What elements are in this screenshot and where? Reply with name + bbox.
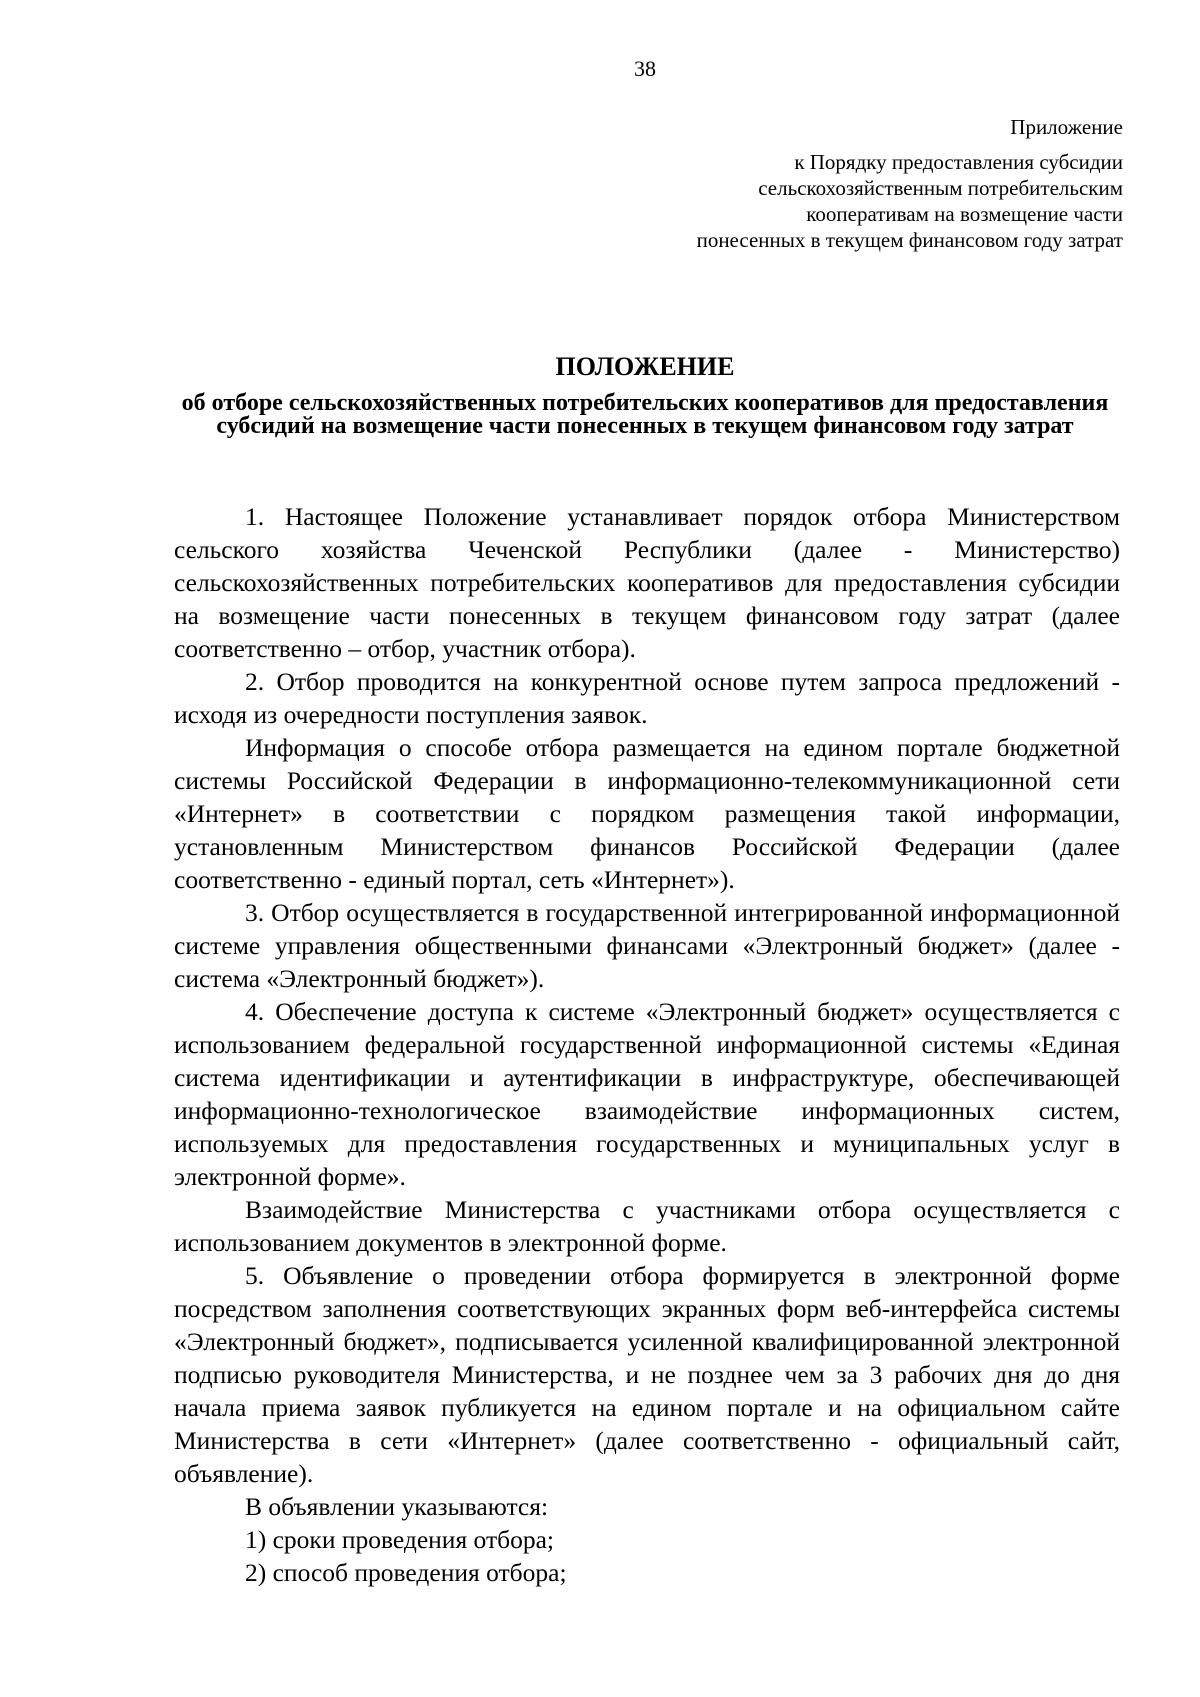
appendix-line: понесенных в текущем финансовом году затрат — [696, 228, 1123, 252]
paragraph: 4. Обеспечение доступа к системе «Электронный бюджет» осуществляется с использованием федеральной государственной информационной системы «Единая система идентификации и аутентификации в инфраструктуре, обеспечивающей информационно-технологическое взаимодействие информационных систем, используемых для предоставления государственных и муниципальных услуг в электронной форме». — [174, 997, 1120, 1191]
paragraph: 5. Объявление о проведении отбора формируется в электронной форме посредством заполнения соответствующих экранных форм веб-интерфейса системы «Электронный бюджет», подписывается усиленной квалифицированной электронной подписью руководителя Министерства, и не позднее чем за 3 рабочих дня до дня начала приема заявок публикуется на едином портале и на официальном сайте Министерства в сети «Интернет» (далее соответственно - официальный сайт, объявление). — [174, 1261, 1120, 1488]
document-title: ПОЛОЖЕНИЕ — [555, 352, 735, 381]
appendix-line: кооперативам на возмещение части — [806, 202, 1123, 226]
paragraph: 1. Настоящее Положение устанавливает порядок отбора Министерством сельского хозяйства Чеченской Республики (далее - Министерство) сельскохозяйственных потребительских кооперативов для предоставления субсидии на возмещение части понесенных в текущем финансовом году затрат (далее соответственно – отбор, участник отбора). — [174, 502, 1120, 663]
appendix-line: к Порядку предоставления субсидии — [794, 150, 1123, 174]
document-subtitle: об отборе сельскохозяйственных потребительских кооперативов для предоставления субсидий на возмещение части понесенных в текущем финансовом году затрат — [181, 390, 1109, 439]
appendix-label: Приложение — [1010, 115, 1123, 139]
document-body — [174, 500, 1120, 1589]
appendix-line: сельскохозяйственным потребительским — [758, 176, 1123, 200]
paragraph: 3. Отбор осуществляется в государственной интегрированной информационной системе управления общественными финансами «Электронный бюджет» (далее - система «Электронный бюджет»). — [174, 898, 1120, 993]
paragraph: Взаимодействие Министерства с участниками отбора осуществляется с использованием документов в электронной форме. — [174, 1195, 1120, 1257]
list-item: 2) способ проведения отбора; — [245, 1558, 567, 1587]
list-item: 1) сроки проведения отбора; — [245, 1525, 554, 1554]
paragraph: Информация о способе отбора размещается на едином портале бюджетной системы Российской Федерации в информационно-телекоммуникационной сети «Интернет» в соответствии с порядком размещения такой информации, установленным Министерством финансов Российской Федерации (далее соответственно - единый портал, сеть «Интернет»). — [174, 733, 1120, 894]
appendix-block — [697, 114, 1123, 253]
page-number: 38 — [634, 56, 656, 81]
paragraph: 2. Отбор проводится на конкурентной основе путем запроса предложений - исходя из очередности поступления заявок. — [174, 667, 1120, 729]
paragraph: В объявлении указываются: — [245, 1492, 549, 1521]
